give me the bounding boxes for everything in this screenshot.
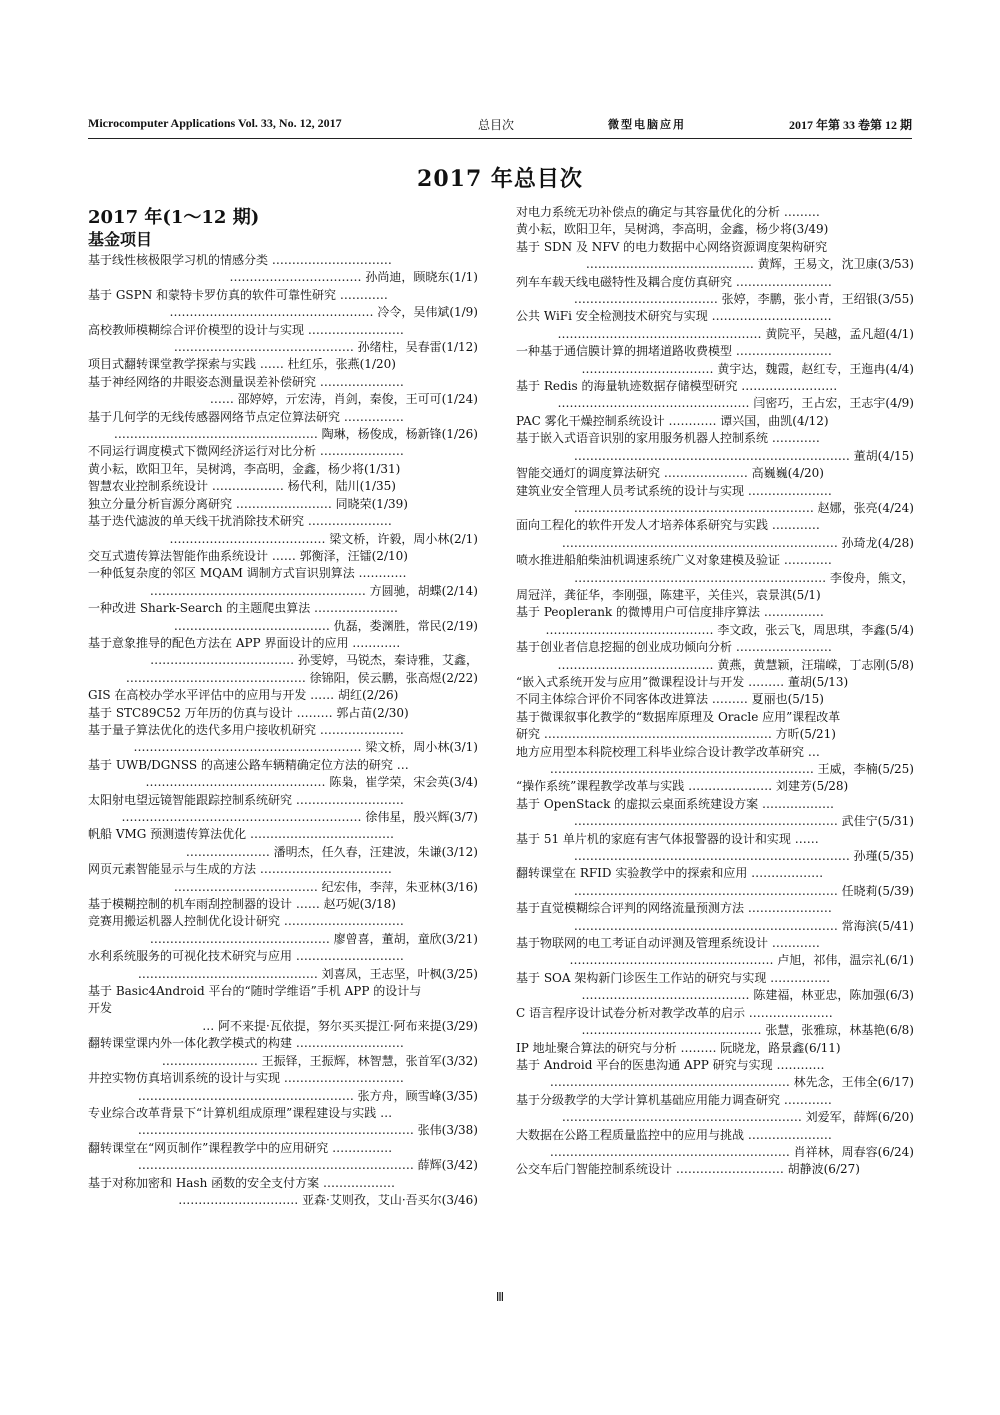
toc-line: …………………………………………………… 林先念，王伟全(6/17) — [549, 1075, 914, 1090]
left-toc-list — [88, 252, 478, 1209]
toc-line: …………………………………………………………… 孙瑾(5/35) — [573, 849, 914, 864]
toc-line: 翻转课堂在“网页制作”课程教学中的应用研究 …………… — [88, 1140, 393, 1155]
toc-line: 基于几何学的无线传感器网络节点定位算法研究 …………… — [88, 409, 404, 424]
toc-line: ……………………………………………………… 李俊舟，熊文， — [574, 570, 914, 585]
toc-line: …………………………… 黄宇达，魏霞，赵红专，王迤冉(4/4) — [581, 361, 914, 376]
toc-line: 基于微课叙事化教学的“数据库原理及 Oracle 应用”课程改革 — [516, 709, 841, 724]
toc-line: ………………………………………………………… 武佳宁(5/31) — [573, 814, 914, 829]
running-header — [88, 116, 912, 138]
toc-line: 基于模糊控制的机车雨刮控制器的设计 …… 赵巧妮(3/18) — [88, 897, 396, 912]
toc-line: 一种改进 Shark-Search 的主题爬虫算法 ………………… — [88, 601, 399, 616]
toc-line: “嵌入式系统开发与应用”微课程设计与开发 ……… 董胡(5/13) — [516, 674, 849, 689]
journal-title-cn: 微型电脑应用 — [608, 119, 686, 131]
toc-line: 大数据在公路工程质量监控中的应用与挑战 ………………… — [516, 1127, 832, 1142]
toc-line: ……………………………………… 刘喜凤，王志坚，叶枫(3/25) — [137, 966, 478, 981]
toc-line: 基于 Redis 的海量轨迹数据存储模型研究 …………………… — [516, 379, 838, 394]
toc-line: 竞赛用搬运机器人控制优化设计研究 ………………………… — [88, 914, 404, 929]
toc-line: …………………………………………… 卢旭，祁伟，温宗礼(6/1) — [569, 953, 914, 968]
toc-line: …………………………………………… 冷令，吴伟斌(1/9) — [169, 305, 478, 320]
toc-line: 黄小耘，欧阳卫年，吴树鸿，李高明，金鑫，杨少将(3/49) — [516, 222, 829, 237]
toc-line: …………………………………………………… 肖祥林，周春容(6/24) — [549, 1144, 914, 1159]
toc-line: ……………………………… 张婷，李鹏，张小青，王绍银(3/55) — [573, 292, 914, 307]
toc-line: 建筑业安全管理人员考试系统的设计与实现 ………………… — [516, 483, 832, 498]
toc-line: 对电力系统无功补偿点的确定与其容量优化的分析 ……… — [516, 205, 820, 219]
toc-line: …………………………………………………… 刘爱军，薛辉(6/20) — [561, 1110, 914, 1125]
toc-line: 基于嵌入式语音识别的家用服务机器人控制系统 ………… — [516, 431, 820, 446]
toc-line: 基于 OpenStack 的虚拟云桌面系统建设方案 ……………… — [516, 796, 834, 811]
year-heading: 2017 年(1～12 期) — [88, 207, 260, 228]
toc-line: 基于 STC89C52 万年历的仿真与设计 ……… 郭占苗(2/30) — [88, 705, 409, 720]
toc-line: ………………………………………………………… 任晓莉(5/39) — [573, 883, 914, 898]
toc-line: …………………………………………… 黄院平，吴越，孟凡超(4/1) — [557, 326, 914, 341]
toc-line: 周冠洋，龚征华，李刚强，陈建平，关佳兴，袁景淇(5/1) — [516, 587, 821, 602]
toc-line: PAC 雾化干燥控制系统设计 ………… 谭兴国，曲凯(4/12) — [516, 413, 829, 428]
toc-line: ………………………………………………… 梁文桥，周小林(3/1) — [133, 740, 478, 755]
toc-line: C 语言程序设计试卷分析对教学改革的启示 ………………… — [516, 1005, 833, 1020]
toc-line: ………………………………… 黄燕，黄慧颖，汪瑞嵘，丁志刚(5/8) — [557, 657, 914, 672]
toc-line: …………………………… 孙尚迪，顾晓东(1/1) — [229, 270, 478, 285]
toc-line: ……………………………………………… 方圆驰，胡蝶(2/14) — [149, 583, 478, 598]
toc-line: ………………………………………… 闫密巧，王占宏，王志宇(4/9) — [557, 396, 914, 411]
toc-line: 喷水推进船舶柴油机调速系统广义对象建模及验证 ………… — [516, 553, 832, 568]
toc-line: 智慧农业控制系统设计 ……………… 杨代利，陆川(1/35) — [88, 479, 396, 494]
toc-line: ……………………………………… 徐锦阳，侯云鹏，张高煜(2/22) — [125, 670, 478, 685]
toc-line: …………………………………………………………… 薛辉(3/42) — [137, 1158, 478, 1173]
toc-line: 面向工程化的软件开发人才培养体系研究与实践 ………… — [516, 518, 820, 533]
toc-line: 独立分量分析盲源分离研究 …………………… 同晓荣(1/39) — [88, 496, 408, 511]
toc-line: 黄小耘，欧阳卫年，吴树鸿，李高明，金鑫，杨少将(1/31) — [88, 461, 401, 476]
toc-line: 基于 SOA 架构新门诊医生工作站的研究与实现 …………… — [516, 970, 831, 985]
toc-line: 列车车载天线电磁特性及耦合度仿真研究 …………………… — [516, 274, 832, 289]
toc-line: 开发 — [88, 1001, 113, 1016]
toc-line: 智能交通灯的调度算法研究 ………………… 高巍巍(4/20) — [516, 466, 824, 481]
toc-line: 公共 WiFi 安全检测技术研究与实现 ………………………… — [516, 309, 832, 324]
toc-line: GIS 在高校办学水平评估中的应用与开发 …… 胡红(2/26) — [88, 688, 399, 703]
toc-line: 基于线性核极限学习机的情感分类 ………………………… — [88, 253, 392, 267]
toc-line: …… 邵婷婷，亓宏涛，肖剑，秦俊，王可可(1/24) — [209, 392, 478, 407]
journal-title-en: Microcomputer Applications Vol. 33, No. 12, 2017 — [88, 116, 342, 130]
toc-line: 高校教师模糊综合评价模型的设计与实现 …………………… — [88, 322, 404, 337]
toc-line: 专业综合改革背景下“计算机组成原理”课程建设与实践 … — [88, 1105, 393, 1120]
toc-line: 一种低复杂度的邻区 MQAM 调制方式盲识别算法 ………… — [88, 566, 407, 581]
toc-line: 太阳射电望远镜智能跟踪控制系统研究 ……………………… — [88, 792, 404, 807]
toc-line: …………………………………………………………… 孙琦龙(4/28) — [561, 535, 914, 550]
toc-line: …………………………………… 黄辉，王易文，沈卫康(3/53) — [585, 257, 914, 272]
toc-line: 翻转课堂在 RFID 实验教学中的探索和应用 ……………… — [516, 866, 824, 881]
toc-line: 研究 ………………………………………………… 方昕(5/21) — [516, 727, 836, 742]
toc-line: 基于量子算法优化的迭代多用户接收机研究 ………………… — [88, 722, 404, 737]
toc-line: 水利系统服务的可视化技术研究与应用 ……………………… — [88, 949, 404, 964]
toc-line: 项目式翻转课堂教学探索与实践 …… 杜红乐，张燕(1/20) — [88, 357, 396, 372]
toc-line: 井控实物仿真培训系统的设计与实现 ………………………… — [88, 1071, 404, 1086]
toc-line: 基于 GSPN 和蒙特卡罗仿真的软件可靠性研究 ………… — [88, 287, 388, 302]
toc-line: …………………………………………………… 赵娜，张亮(4/24) — [573, 500, 914, 515]
right-toc-list — [516, 204, 914, 1179]
toc-line: 基于创业者信息挖掘的创业成功倾向分析 …………………… — [516, 640, 832, 655]
right-column — [516, 204, 914, 1179]
toc-line: ……………………………………… 廖曾喜，董胡，童欣(3/21) — [149, 931, 478, 946]
toc-line: 交互式遗传算法智能作曲系统设计 …… 郭衡泽，汪镭(2/10) — [88, 548, 408, 563]
toc-line: 一种基于通信膜计算的拥堵道路收费模型 …………………… — [516, 344, 832, 359]
toc-line: …………………………………………………………… 董胡(4/15) — [573, 448, 914, 463]
toc-line: ………………………………………………………… 王威，李楠(5/25) — [549, 762, 914, 776]
toc-line: 基于 Basic4Android 平台的“随时学维语”手机 APP 的设计与 — [88, 984, 422, 999]
toc-line: ………………………………… 梁文桥，许毅，周小林(2/1) — [169, 531, 478, 546]
page-number: Ⅲ — [495, 1290, 505, 1304]
toc-line: ………………………… 亚森·艾则孜，艾山·吾买尔(3/46) — [178, 1192, 478, 1207]
toc-line: 基于迭代滤波的单天线干扰消除技术研究 ………………… — [88, 514, 392, 529]
toc-line: ………………………………… 仇磊，娄渊胜，常民(2/19) — [173, 618, 478, 633]
toc-line: 基于分级教学的大学计算机基础应用能力调查研究 ………… — [516, 1092, 832, 1107]
toc-line: ……………………………… 孙雯婷，马锐杰，秦诗雅，艾鑫， — [150, 653, 478, 668]
toc-line: …………………………………………………………… 张伟(3/38) — [137, 1123, 478, 1138]
toc-line: …………………………………………… 陶琳，杨俊成，杨新锋(1/26) — [113, 427, 478, 442]
toc-line: 基于物联网的电工考证自动评测及管理系统设计 ………… — [516, 936, 820, 951]
toc-line: …………………………………… 李文政，张云飞，周思琪，李鑫(5/4) — [545, 622, 914, 637]
page-title: 2017 年总目次 — [417, 166, 583, 192]
toc-line: …………………… 王振铎，王振辉，林智慧，张首军(3/32) — [161, 1053, 478, 1068]
toc-line: 基于 UWB/DGNSS 的高速公路车辆精确定位方法的研究 … — [88, 757, 409, 772]
toc-line: 不同主体综合评价不同客体改进算法 ……… 夏丽也(5/15) — [516, 692, 824, 707]
toc-line: 地方应用型本科院校理工科毕业综合设计教学改革研究 … — [516, 744, 820, 759]
toc-line: 基于 Peoplerank 的微博用户可信度排序算法 …………… — [516, 605, 824, 620]
toc-line: 帆船 VMG 预测遗传算法优化 ……………………………… — [88, 827, 394, 842]
toc-line: …………………………………… 陈建福，林亚忠，陈加强(6/3) — [581, 988, 914, 1003]
toc-line: 基于直觉模糊综合评判的网络流量预测方法 ………………… — [516, 901, 832, 916]
toc-line: 基于神经网络的井眼姿态测量误差补偿研究 ………………… — [88, 374, 404, 389]
toc-line: 翻转课堂课内外一体化教学模式的构建 ……………………… — [88, 1036, 404, 1051]
toc-line: 基于对称加密和 Hash 函数的安全支付方案 ……………… — [88, 1175, 395, 1190]
toc-line: ……………………………………… 孙绪柱，吴春雷(1/12) — [173, 340, 478, 355]
toc-line: 网页元素智能显示与生成的方法 …………………………… — [88, 862, 392, 877]
section-heading: 基金项目 — [88, 230, 153, 249]
header-section-label: 总目次 — [478, 118, 515, 132]
header-rule — [88, 138, 912, 139]
toc-line: ………………………………………………………… 常海滨(5/41) — [573, 918, 914, 933]
toc-line: ……………………………………… 陈枭，崔学荣，宋会英(3/4) — [145, 775, 478, 790]
toc-line: ……………………………………………… 张方舟，顾雪峰(3/35) — [137, 1088, 478, 1103]
issue-label: 2017 年第 33 卷第 12 期 — [788, 118, 912, 132]
toc-line: “操作系统”课程教学改革与实践 ………………… 刘建芳(5/28) — [516, 779, 849, 794]
toc-line: 基于 51 单片机的家庭有害气体报警器的设计和实现 …… — [516, 831, 819, 846]
toc-line: ……………………………………… 张慧，张雅琼，林基艳(6/8) — [581, 1023, 914, 1038]
toc-line: ……………………………… 纪宏伟，李萍，朱亚林(3/16) — [173, 879, 478, 894]
toc-line: 基于 Android 平台的医患沟通 APP 研究与实现 ………… — [516, 1057, 825, 1072]
toc-line: IP 地址聚合算法的研究与分析 ……… 阮晓龙，路景鑫(6/11) — [516, 1040, 841, 1055]
toc-line: 基于意象推导的配色方法在 APP 界面设计的应用 ………… — [88, 635, 401, 650]
toc-line: … 阿不来提·瓦依提，努尔买买提江·阿布来提(3/29) — [202, 1018, 478, 1033]
toc-line: 不同运行调度模式下微网经济运行对比分析 ………………… — [88, 444, 404, 459]
toc-line: ………………… 潘明杰，任久春，汪建波，朱谦(3/12) — [185, 844, 478, 859]
toc-line: 公交车后门智能控制系统设计 ……………………… 胡静波(6/27) — [516, 1162, 860, 1177]
toc-line: …………………………………………………… 徐伟星，殷兴辉(3/7) — [121, 810, 478, 824]
toc-line: 基于 SDN 及 NFV 的电力数据中心网络资源调度架构研究 — [516, 239, 828, 254]
left-column — [88, 206, 478, 1209]
